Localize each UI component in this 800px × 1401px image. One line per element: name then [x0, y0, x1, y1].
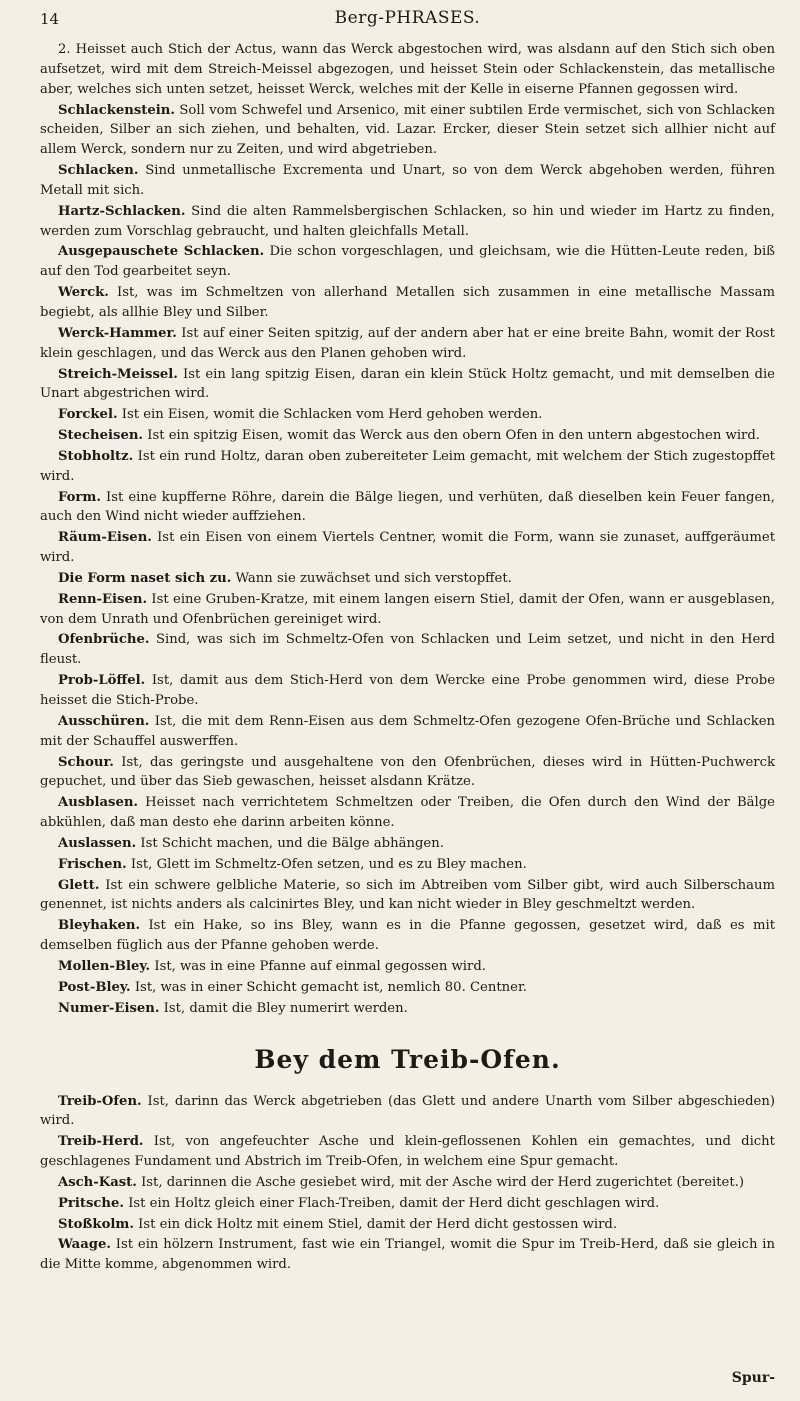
- entry-definition: Sind unmetallische Excrementa und Unart, so von dem Werck abgehoben werden, führen Metall mit sich.: [40, 163, 775, 198]
- entry-definition: Ist ein lang spitzig Eisen, daran ein klein Stück Holtz gemacht, und mit demselben die Unart abgestrichen wird.: [40, 366, 775, 402]
- glossary-entry: [40, 876, 775, 916]
- glossary-entry: [40, 1215, 775, 1235]
- entry-term: Hartz-Schlacken.: [58, 203, 186, 219]
- entry-definition: Ist, darinnen die Asche gesiebet wird, mit der Asche wird der Herd zugerichtet (bereitet.): [141, 1174, 744, 1190]
- glossary-entry: [40, 405, 775, 425]
- glossary-entry: [40, 753, 775, 793]
- glossary-entry: [40, 630, 775, 670]
- entry-definition: Ist ein spitzig Eisen, womit das Werck aus den obern Ofen in den untern abgestochen wird.: [147, 428, 760, 444]
- glossary-entry: [40, 999, 775, 1019]
- entry-definition: Sind die alten Rammelsbergischen Schlacken, so hin und wieder im Hartz zu finden, werden zum Vorschlag gebraucht, und halten gleichfalls Metall.: [40, 203, 775, 239]
- entry-term: Ausgepauschete Schlacken.: [58, 244, 265, 260]
- entry-term: Renn-Eisen.: [58, 591, 148, 607]
- glossary-entry: [40, 834, 775, 854]
- glossary-entry: [40, 916, 775, 956]
- entry-term: Auslassen.: [58, 835, 137, 851]
- entry-term: Stecheisen.: [58, 428, 144, 444]
- entry-definition: Ist, von angefeuchter Asche und klein-geflossenen Kohlen ein gemachtes, und dicht geschlagenes Fundament und Abstrich im Treib-Ofen, in welchem eine Spur gemacht.: [40, 1134, 775, 1170]
- entry-term: Treib-Ofen.: [58, 1093, 142, 1109]
- glossary-entry: [40, 488, 775, 528]
- page-number: 14: [40, 10, 60, 28]
- entry-definition: Sind, was sich im Schmeltz-Ofen von Schlacken und Leim setzet, und nicht in den Herd fleust.: [40, 632, 775, 668]
- entry-definition: Ist ein Hake, so ins Bley, wann es in die Pfanne gegossen, gesetzet wird, daß es mit demselben füglich aus der Pfanne gehoben werde.: [40, 918, 775, 954]
- entry-definition: Ist ein Eisen von einem Viertels Centner, womit die Form, wann sie zunaset, auffgeräumet wird.: [40, 530, 775, 566]
- glossary-entry: [40, 712, 775, 752]
- entry-definition: Ist, was in eine Pfanne auf einmal gegossen wird.: [154, 958, 486, 974]
- page-body: [40, 40, 775, 1276]
- entry-definition: Wann sie zuwächset und sich verstopffet.: [235, 570, 512, 586]
- glossary-entry: [40, 365, 775, 405]
- entry-term: Bleyhaken.: [58, 918, 141, 934]
- entry-term: Räum-Eisen.: [58, 530, 152, 546]
- entry-term: Glett.: [58, 877, 100, 893]
- glossary-entry: [40, 202, 775, 242]
- entry-definition: Ist, was in einer Schicht gemacht ist, nemlich 80. Centner.: [134, 979, 527, 995]
- entry-term: Stobholtz.: [58, 448, 134, 464]
- entry-definition: Ist, darinn das Werck abgetrieben (das Glett und andere Unarth vom Silber abgeschieden) wird.: [40, 1093, 775, 1129]
- glossary-entry: [40, 426, 775, 446]
- entry-definition: Ist ein schwere gelbliche Materie, so sich im Abtreiben vom Silber gibt, wird auch Silberschaum genennet, ist nichts anders als calcinirtes Bley, und kan nicht wieder in Bley geschmeltzt werden.: [40, 877, 775, 913]
- entry-definition: Ist, das geringste und ausgehaltene von den Ofenbrüchen, dieses wird in Hütten-Puchwerck gepuchet, und über das Sieb gewaschen, heisset alsdann Krätze.: [40, 754, 775, 790]
- entry-definition: Ist, die mit dem Renn-Eisen aus dem Schmeltz-Ofen gezogene Ofen-Brüche und Schlacken mit der Schauffel auswerffen.: [40, 713, 775, 749]
- entry-term: Numer-Eisen.: [58, 1000, 160, 1016]
- glossary-entry: [40, 1194, 775, 1214]
- running-header: [40, 8, 775, 32]
- glossary-entry: [40, 1173, 775, 1193]
- glossary-entry: [40, 101, 775, 161]
- entry-definition: Ist eine Gruben-Kratze, mit einem langen eisern Stiel, damit der Ofen, wann er ausgeblasen, von dem Unrath und Ofenbrüchen gereiniget wird.: [40, 591, 775, 627]
- entry-term: Mollen-Bley.: [58, 958, 151, 974]
- entry-definition: Soll vom Schwefel und Arsenico, mit einer subtilen Erde vermischet, sich von Schlacken scheiden, Silber an sich ziehen, und behalten, vid. Lazar. Ercker, dieser Stein setzet sich allhier nicht auf allem Werck, sondern nur zu Zeiten, und wird abgetrieben.: [40, 102, 775, 158]
- entry-definition: Ist, was im Schmeltzen von allerhand Metallen sich zusammen in eine metallische Massam begiebt, als allhie Bley und Silber.: [40, 285, 775, 320]
- catchword: Spur-: [731, 1370, 775, 1386]
- entry-term: Treib-Herd.: [58, 1134, 144, 1150]
- book-page: [40, 0, 775, 1401]
- entry-definition: Ist ein rund Holtz, daran oben zubereiteter Leim gemacht, mit welchem der Stich zugestopffet wird.: [40, 448, 775, 484]
- entry-term: Prob-Löffel.: [58, 673, 146, 689]
- entry-term: Schour.: [58, 754, 114, 770]
- entry-term: Form.: [58, 489, 101, 505]
- glossary-entry: [40, 590, 775, 630]
- running-head: Berg-PHRASES.: [334, 8, 481, 28]
- entry-definition: Ist auf einer Seiten spitzig, auf der andern aber hat er eine breite Bahn, womit der Rost klein geschlagen, und das Werck aus den Planen gehoben wird.: [40, 325, 775, 361]
- entry-term: Streich-Meissel.: [58, 366, 178, 382]
- entry-definition: 2. Heisset auch Stich der Actus, wann das Werck abgestochen wird, was alsdann auf den Stich sich oben aufsetzet, wird mit dem Streich-Meissel abgezogen, und heisset Stein oder Schlackenstein, das metallische aber, welches sich unten setzet, heisset Werck, welches mit der Kelle in eiserne Pfannen gegossen wird.: [40, 42, 775, 97]
- glossary-entry: [40, 569, 775, 589]
- entry-term: Schlacken.: [58, 163, 139, 179]
- section-heading: Bey dem Treib-Ofen.: [254, 1044, 561, 1074]
- entry-term: Pritsche.: [58, 1195, 124, 1211]
- glossary-entry: [40, 528, 775, 568]
- glossary-entry: [40, 793, 775, 833]
- glossary-entry: [40, 283, 775, 323]
- entry-term: Asch-Kast.: [58, 1174, 137, 1190]
- entry-term: Forckel.: [58, 407, 118, 423]
- entry-definition: Ist, damit die Bley numerirt werden.: [163, 1000, 408, 1016]
- glossary-entry: [40, 855, 775, 875]
- entry-term: Werck.: [58, 285, 109, 301]
- entry-definition: Ist ein hölzern Instrument, fast wie ein Triangel, womit die Spur im Treib-Herd, daß sie gleich in die Mitte komme, abgenommen wird.: [40, 1237, 775, 1273]
- entry-definition: Ist ein Eisen, womit die Schlacken vom Herd gehoben werden.: [121, 407, 543, 423]
- entry-term: Waage.: [58, 1237, 111, 1253]
- entry-definition: Ist, Glett im Schmeltz-Ofen setzen, und es zu Bley machen.: [130, 856, 527, 872]
- entry-term: Stoßkolm.: [58, 1216, 134, 1232]
- entry-definition: Ist ein dick Holtz mit einem Stiel, damit der Herd dicht gestossen wird.: [138, 1216, 618, 1232]
- entry-definition: Ist, damit aus dem Stich-Herd von dem Wercke eine Probe genommen wird, diese Probe heisset die Stich-Probe.: [40, 673, 775, 708]
- glossary-entry: [40, 242, 775, 282]
- entry-definition: Ist eine kupfferne Röhre, darein die Bälge liegen, und verhüten, daß dieselben kein Feuer fangen, auch den Wind nicht wieder auffziehen.: [40, 489, 775, 525]
- glossary-entry: [40, 1235, 775, 1275]
- glossary-entry: [40, 1132, 775, 1172]
- entry-definition: Heisset nach verrichtetem Schmeltzen oder Treiben, die Ofen durch den Wind der Bälge abkühlen, daß man desto ehe darinn arbeiten könne.: [40, 795, 775, 831]
- entry-term: Werck-Hammer.: [58, 325, 177, 341]
- entry-term: Frischen.: [58, 856, 127, 872]
- entry-term: Ofenbrüche.: [58, 632, 150, 648]
- glossary-entry: [40, 447, 775, 487]
- entry-term: Ausschüren.: [58, 713, 150, 729]
- glossary-entry: [40, 978, 775, 998]
- glossary-entry: [40, 1092, 775, 1132]
- entry-term: Post-Bley.: [58, 979, 131, 995]
- entry-term: Schlackenstein.: [58, 102, 175, 118]
- entry-definition: Ist Schicht machen, und die Bälge abhängen.: [140, 835, 444, 851]
- glossary-entries: [40, 40, 775, 1019]
- entry-term: Ausblasen.: [58, 795, 139, 811]
- entry-definition: Die schon vorgeschlagen, und gleichsam, wie die Hütten-Leute reden, biß auf den Tod gearbeitet seyn.: [40, 244, 775, 280]
- glossary-entries-treib-ofen: [40, 1092, 775, 1276]
- glossary-entry: [40, 671, 775, 711]
- glossary-entry: [40, 161, 775, 201]
- entry-term: Die Form naset sich zu.: [58, 570, 232, 586]
- glossary-entry: [40, 957, 775, 977]
- entry-definition: Ist ein Holtz gleich einer Flach-Treiben, damit der Herd dicht geschlagen wird.: [128, 1195, 660, 1211]
- glossary-entry: [40, 324, 775, 364]
- glossary-entry: [40, 40, 775, 100]
